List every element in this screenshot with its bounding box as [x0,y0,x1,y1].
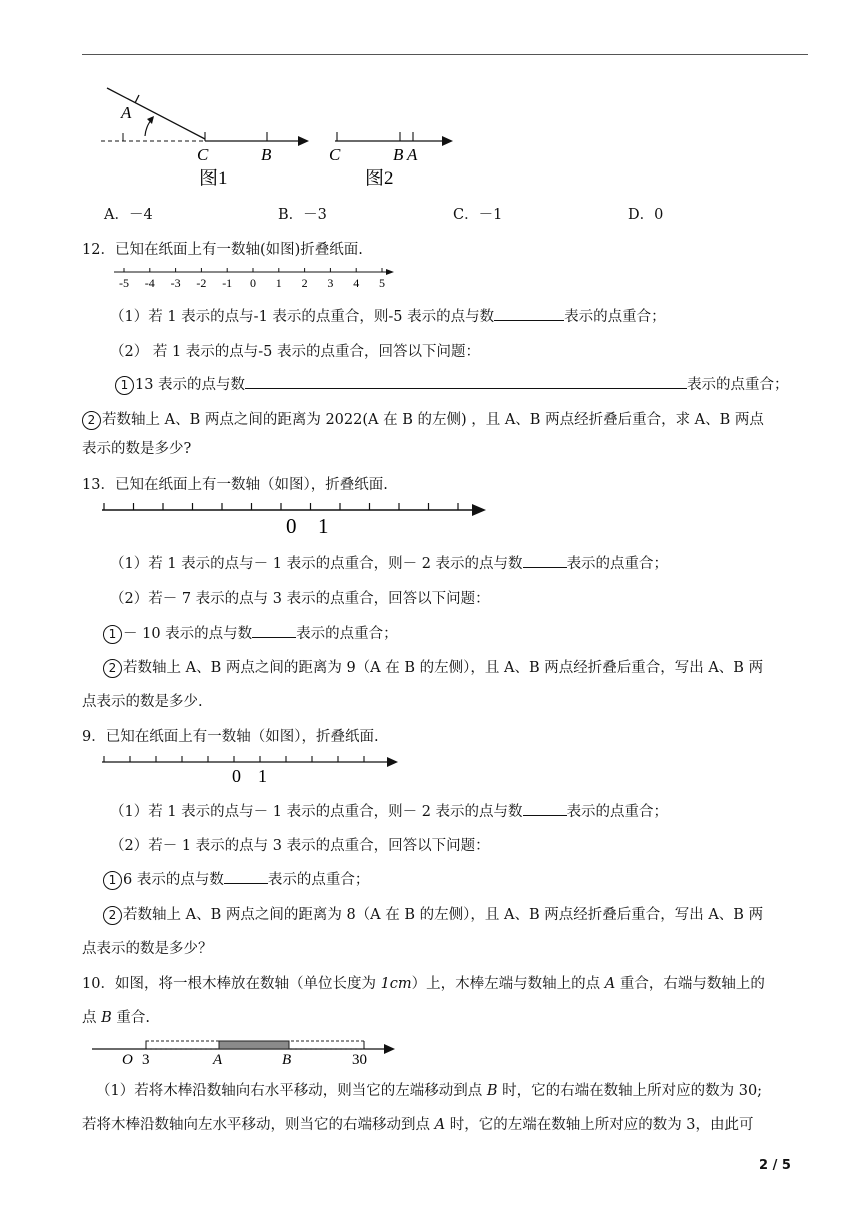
fig2-label-c: C [329,145,341,164]
q9-part1: （1）若 1 表示的点与－ 1 表示的点重合，则－ 2 表示的点与数 表示的点重合； [110,804,669,820]
q13-number-line [96,500,496,540]
fig1-caption: 图1 [199,168,228,189]
q10-figure [88,1036,408,1068]
q12-tick-label: 2 [301,276,308,290]
q10-label-o: O [122,1052,133,1068]
q12-tick-label: -1 [222,276,233,290]
q12-sub2: 2 若数轴上 A、B 两点之间的距离为 2022(A 在 B 的左侧) ，且 A、B 两点经折叠后重合，求 A、B 两点 [82,408,764,430]
q12-part1: （1）若 1 表示的点与-1 表示的点重合，则-5 表示的点与数 表示的点重合； [110,309,666,325]
fig2-label-a: A [407,145,418,164]
header-rule [82,54,808,55]
q12-tick-label: -5 [119,276,129,290]
q9-label-1: 1 [258,766,267,786]
page-number: 2 / 5 [759,1158,791,1173]
option-a: A．－4 [104,207,153,223]
q13-stem: 13．已知在纸面上有一数轴（如图），折叠纸面. [82,477,388,493]
q10-stem-line1: 10．如图，将一根木棒放在数轴（单位长度为 1cm）上，木棒左端与数轴上的点 A 重合，右端与数轴上的 [82,976,765,992]
q9-label-0: 0 [232,766,241,786]
fig1-label-a: A [121,103,132,122]
q12-ticks [119,268,385,290]
q9-sub2: 2 若数轴上 A、B 两点之间的距离为 8（A 在 B 的左侧），且 A、B 两点经折叠后重合，写出 A、B 两 [103,903,763,925]
q10-part1-line1: （1）若将木棒沿数轴向右水平移动，则当它的左端移动到点 B 时，它的右端在数轴上所对应的数为 30; [96,1083,763,1099]
q9-part2: （2）若－ 1 表示的点与 3 表示的点重合，回答以下问题： [110,838,490,854]
option-d: D．0 [628,207,664,223]
figure-2 [329,132,453,189]
q12-tick-label: 1 [275,276,282,290]
q13-sub2: 2 若数轴上 A、B 两点之间的距离为 9（A 在 B 的左侧），且 A、B 两点经折叠后重合，写出 A、B 两 [103,656,763,678]
q12-tick-label: 4 [353,276,360,290]
option-c: C．－1 [453,207,503,223]
fig2-caption: 图2 [365,168,394,189]
q10-label-b: B [282,1052,292,1068]
q10-label-a: A [213,1052,223,1068]
q12-sub2-cont: 表示的数是多少? [82,441,192,457]
q12-tick-label: -4 [144,276,155,290]
figure-1 [101,88,309,189]
fig1-label-b: B [261,145,272,164]
q10-stem-line2: 点 B 重合. [82,1010,150,1026]
q10-label-3: 3 [142,1052,150,1068]
q9-sub1: 1 6 表示的点与数 表示的点重合； [103,868,369,890]
q13-label-0: 0 [286,514,297,538]
q12-tick-label: -3 [170,276,181,290]
q13-part2: （2）若－ 7 表示的点与 3 表示的点重合，回答以下问题： [110,591,490,607]
q12-sub1: 1 13 表示的点与数 表示的点重合； [115,373,789,395]
q12-tick-label: -2 [196,276,207,290]
q10-part1-line2: 若将木棒沿数轴向左水平移动，则当它的右端移动到点 A 时，它的左端在数轴上所对应的数为 3，由此可 [82,1117,754,1133]
q12-number-line [110,264,400,292]
q12-part2: （2） 若 1 表示的点与-5 表示的点重合，回答以下问题： [110,344,481,360]
q13-sub1: 1 － 10 表示的点与数 表示的点重合； [103,622,398,644]
q9-stem: 9．已知在纸面上有一数轴（如图），折叠纸面. [82,729,379,745]
fig1-label-c: C [197,145,209,164]
q13-part1: （1）若 1 表示的点与－ 1 表示的点重合，则－ 2 表示的点与数 表示的点重合； [110,556,669,572]
q12-tick-label: 0 [250,276,256,290]
q9-sub2-cont: 点表示的数是多少？ [82,941,213,957]
option-b: B．－3 [278,207,327,223]
q10-label-30: 30 [352,1052,367,1068]
figure-1-2 [95,80,465,192]
q9-number-line [96,754,406,788]
q12-tick-label: 5 [379,276,385,290]
q13-label-1: 1 [318,514,329,538]
q12-tick-label: 3 [327,276,334,290]
q13-sub2-cont: 点表示的数是多少. [82,694,203,710]
fig2-label-b: B [393,145,404,164]
q12-stem: 12．已知在纸面上有一数轴(如图)折叠纸面. [82,242,363,258]
wooden-stick [219,1041,289,1049]
